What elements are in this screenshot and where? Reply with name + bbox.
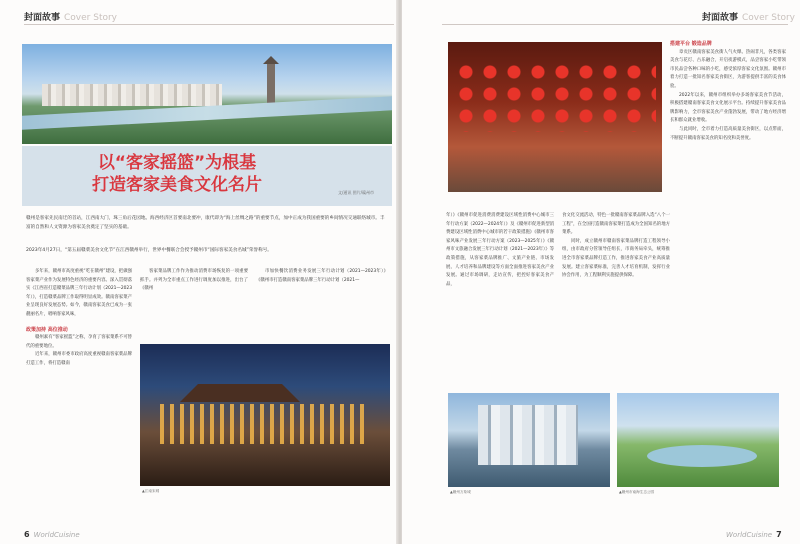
paragraph: 与此同时，全市着力打造高质量美食街区，以点带面，不断提升赣南客家美食的知名度和美誉度。 bbox=[670, 126, 786, 141]
left-column-2 bbox=[140, 268, 248, 340]
right-column-3 bbox=[670, 40, 786, 388]
paragraph: 2022年以来，赣州市组织举办多场客家美食节活动，积极搭建赣南客家美食文化展示平台。持续提升客家美食品牌影响力，全市客家美食产业蓬勃发展，带动了地方经济增长和群众就业增收。 bbox=[670, 92, 786, 124]
header-zh: 封面故事 bbox=[24, 13, 61, 23]
paragraph: 章贡区赣南客家美食街人气火爆。热闹非凡，各类客家美食与花灯、古乐融合，开启夜游模式，品尝客家小吃带领市民品尝各种口味的小吃，感受浓厚客家文化氛围。赣州市着力打造一批知名客家美食街区，为游客提供丰富的美食体验。 bbox=[670, 49, 786, 89]
header-zh: 封面故事 bbox=[702, 13, 739, 23]
paragraph: 食文化交流活动，特色一批赣南客家菜品牌入选“八个一工程”，在全国打造赣南客家菜打造成为全国知名的地方菜系。 bbox=[562, 213, 670, 236]
night-town-photo bbox=[140, 344, 390, 486]
paragraph: 近年来，赣州市委市政府高度重视赣南客家菜品牌打造工作，将打造赣南 bbox=[26, 352, 132, 366]
magazine-brand: WorldCuisine bbox=[33, 531, 80, 539]
right-footer bbox=[722, 530, 782, 539]
section-subhead: 政策加持 高位推动 bbox=[26, 326, 68, 333]
header-rule bbox=[24, 24, 394, 25]
paragraph: 市加快餐饮消费业务发展三年行动计划（2021—2023年）》《赣州市打造赣南客家菜品牌三年行动计划（2021— bbox=[256, 269, 388, 283]
photo-caption-right: ▲赣州市南海生态公园 bbox=[619, 490, 655, 494]
right-header bbox=[702, 10, 795, 23]
paragraph: 多年来，赣州市高度重视“吃在赣州”建设，把做强客家菜产业作为发展特色经济的重要内容。深入贯彻落实《江西省打造赣菜品牌三年行动计划（2021—2023年）》，打造赣菜品牌工作取得明显成效。赣南客家菜产业呈现良好发展态势。如今，赣南客家美食已成为一张靓丽名片，唱响客家风味， bbox=[26, 269, 132, 317]
paragraph: 同时，成立赣州市赣南客家菜品牌打造工程领导小组，由市政府分管领导任组长，市商务局牵头，统筹推进全市客家菜品牌打造工作，推进客家美食产业高质量发展。建立客家菜标准，完善人才培育机制，发挥行业协会作用，为工程顺利实施提供保障。 bbox=[562, 238, 670, 279]
header-en: Cover Story bbox=[64, 13, 118, 23]
paragraph: 客家菜品牌工作作为推动消费市场恢复的一项重要抓手。并列为全市重点工作进行调度加以推进，出台了《赣州 bbox=[140, 269, 248, 292]
header-en: Cover Story bbox=[742, 13, 796, 23]
left-page bbox=[0, 0, 398, 544]
article-title bbox=[22, 152, 332, 196]
left-column-1 bbox=[26, 268, 132, 526]
paragraph: 赣州素有“客家摇篮”之称，孕育了客家菜系不可替代的重要地位。 bbox=[26, 335, 132, 349]
title-band bbox=[22, 146, 392, 206]
lead-paragraph-1: 赣州是客家先民南迁的首站，江西南大门，珠三角后花园地。海西经济区首要南北要冲，康代即为“海上丝绸之路”的重要节点，加中正成为我国重要的乡间情况交通联络城市。丰富的自然和人文资源为客家美食奠定了坚实的基础。 bbox=[26, 216, 385, 230]
page-number: 6 bbox=[24, 530, 30, 539]
right-column-1 bbox=[446, 212, 554, 388]
photo-caption: ▲江南宋城 bbox=[142, 489, 160, 493]
lantern-street-photo bbox=[448, 42, 662, 192]
photo-caption-left: ▲赣州万象城 bbox=[450, 490, 471, 494]
hero-cityscape-photo bbox=[22, 44, 392, 144]
title-line-2: 打造客家美食文化名片 bbox=[92, 175, 262, 195]
left-header bbox=[24, 10, 117, 23]
section-subhead: 搭建平台 锻造品牌 bbox=[670, 41, 712, 47]
right-column-2 bbox=[562, 212, 670, 388]
page-number: 7 bbox=[776, 530, 782, 539]
wanxiang-city-photo bbox=[448, 393, 610, 487]
lead-paragraph-2: 2023年4月27日，“第五届赣菜美食文化节”在江西赣州举行，世界中餐联合会授予赣州市“国际客家美食名城”荣誉称号。 bbox=[26, 248, 272, 253]
header-rule bbox=[442, 24, 788, 25]
title-line-1: 以“客家摇篮”为根基 bbox=[97, 153, 257, 173]
byline: 文/通讯 图片/赣州市 bbox=[338, 190, 374, 195]
eco-park-photo bbox=[617, 393, 779, 487]
paragraph: 年）》《赣州市促进消费消费建设区域性消费中心城市三年行动方案（2022—2024年）》及《赣州市促进新型消费建设区域性消费中心城市的若干政策措施》《赣州市客家风味产业发展三年行动方案（2023—2025年）》《赣州市文旅融合发展三年行动计划（2021—2023年）》等政策措施，从客家菜品牌推广、文旅产业链、市场发展、人才培养和品牌建设等方面全面推进客家美食产业发展。通过市场调研，走访宣传，把控好客家美食产品， bbox=[446, 213, 554, 287]
left-footer bbox=[24, 530, 84, 539]
left-column-3 bbox=[256, 268, 388, 340]
magazine-brand: WorldCuisine bbox=[726, 531, 773, 539]
